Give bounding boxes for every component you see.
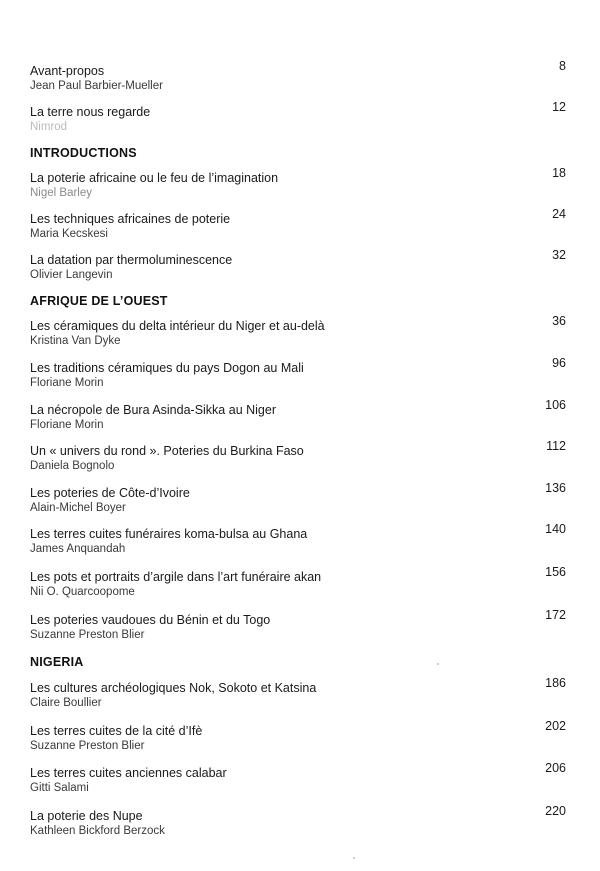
entry-author: Jean Paul Barbier-Mueller (30, 80, 163, 92)
entry-title: Les céramiques du delta intérieur du Niger et au-delà (30, 319, 325, 333)
entry-page-number: 96 (552, 356, 566, 370)
toc-entry[interactable] (30, 439, 566, 474)
entry-page-number: 36 (552, 314, 566, 328)
entry-page-number: 206 (545, 761, 566, 775)
toc-entry[interactable] (30, 761, 566, 796)
toc-entry[interactable] (30, 398, 566, 433)
paper-speck (353, 857, 355, 859)
entry-author: Kristina Van Dyke (30, 335, 121, 347)
entry-author: Kathleen Bickford Berzock (30, 825, 165, 837)
entry-author: Alain-Michel Boyer (30, 502, 126, 514)
entry-author: Floriane Morin (30, 419, 104, 431)
entry-title: Les cultures archéologiques Nok, Sokoto et Katsina (30, 681, 317, 695)
entry-page-number: 18 (552, 166, 566, 180)
entry-title: Les traditions céramiques du pays Dogon au Mali (30, 361, 304, 375)
entry-page-number: 112 (546, 439, 566, 453)
entry-page-number: 202 (545, 719, 566, 733)
section-heading-afrique-de-l-ouest: AFRIQUE DE L’OUEST (30, 294, 168, 308)
entry-author: Nigel Barley (30, 187, 92, 199)
section-heading-introductions: INTRODUCTIONS (30, 146, 137, 160)
entry-title: Les terres cuites anciennes calabar (30, 766, 227, 780)
entry-title: Les techniques africaines de poterie (30, 212, 231, 226)
entry-page-number: 140 (545, 522, 566, 536)
entry-title: La poterie des Nupe (30, 809, 143, 823)
entry-author: Suzanne Preston Blier (30, 629, 145, 641)
entry-author: Daniela Bognolo (30, 460, 115, 472)
entry-author: Olivier Langevin (30, 269, 113, 281)
section-heading-nigeria: NIGERIA (30, 655, 84, 669)
entry-title: La datation par thermoluminescence (30, 253, 233, 267)
toc-entry[interactable] (30, 719, 566, 754)
entry-title: Les poteries de Côte-d’Ivoire (30, 486, 190, 500)
toc-entry[interactable] (30, 481, 566, 516)
toc-entry[interactable] (30, 356, 566, 391)
entry-author: Suzanne Preston Blier (30, 740, 145, 752)
toc-entry[interactable] (30, 248, 566, 283)
paper-speck (437, 663, 439, 665)
entry-author: Nii O. Quarcoopome (30, 586, 135, 598)
entry-title: Les terres cuites de la cité d’Ifè (30, 724, 203, 738)
entry-author: Gitti Salami (30, 782, 89, 794)
entry-author: Claire Boullier (30, 697, 102, 709)
entry-page-number: 172 (545, 608, 566, 622)
toc-entry[interactable] (30, 59, 566, 94)
entry-author: Maria Kecskesi (30, 228, 108, 240)
entry-author: Nimrod (30, 121, 68, 133)
entry-title: Les poteries vaudoues du Bénin et du Togo (30, 613, 271, 627)
toc-entry[interactable] (30, 166, 566, 201)
toc-entry[interactable] (30, 804, 566, 839)
entry-title: Les terres cuites funéraires koma-bulsa au Ghana (30, 527, 308, 541)
entry-page-number: 106 (545, 398, 566, 412)
toc-entry[interactable] (30, 100, 566, 135)
toc-entry[interactable] (30, 676, 566, 711)
table-of-contents (30, 0, 566, 871)
toc-entry[interactable] (30, 207, 566, 242)
entry-title: Un « univers du rond ». Poteries du Burkina Faso (30, 444, 304, 458)
toc-entry[interactable] (30, 565, 566, 600)
toc-entry[interactable] (30, 608, 566, 643)
entry-author: Floriane Morin (30, 377, 104, 389)
entry-page-number: 32 (552, 248, 566, 262)
toc-entry[interactable] (30, 314, 566, 349)
entry-page-number: 186 (545, 676, 566, 690)
entry-page-number: 156 (545, 565, 566, 579)
entry-title: La nécropole de Bura Asinda-Sikka au Niger (30, 403, 276, 417)
entry-page-number: 136 (545, 481, 566, 495)
entry-title: Les pots et portraits d’argile dans l’art funéraire akan (30, 570, 322, 584)
toc-entry[interactable] (30, 522, 566, 557)
entry-page-number: 12 (552, 100, 566, 114)
entry-page-number: 24 (552, 207, 566, 221)
entry-title: Avant-propos (30, 64, 105, 78)
entry-title: La terre nous regarde (30, 105, 151, 119)
entry-page-number: 220 (545, 804, 566, 818)
entry-page-number: 8 (559, 59, 566, 73)
entry-title: La poterie africaine ou le feu de l’imagination (30, 171, 279, 185)
entry-author: James Anquandah (30, 543, 126, 555)
